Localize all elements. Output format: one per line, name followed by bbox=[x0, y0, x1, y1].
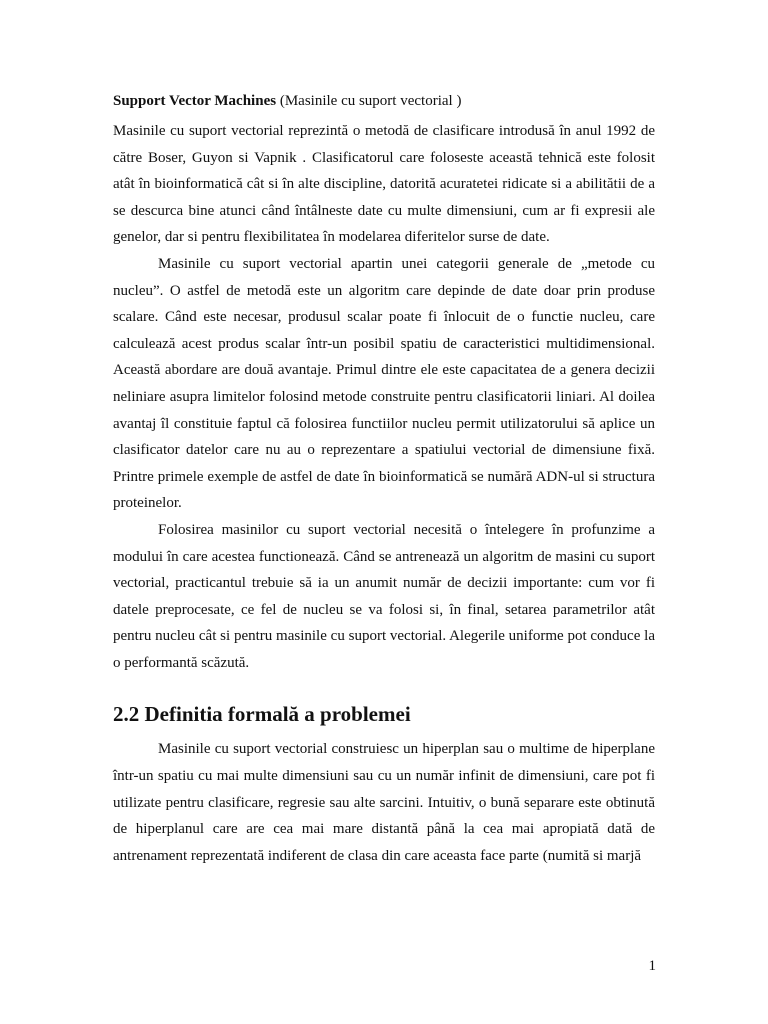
section-heading: 2.2 Definitia formală a problemei bbox=[113, 702, 411, 727]
paragraph-kernel-methods: Masinile cu suport vectorial apartin unei categorii generale de „metode cu nucleu”. O astfel de metodă este un algoritm care depinde de date doar prin produse scalare. Când este necesar, produsul scalar poate fi înlocuit de o functie nucleu, care calculează acest produs scalar într-un posibil spatiu de caracteristici multidimensional. Această abordare are două avantaje. Primul dintre ele este capacitatea de a genera decizii neliniare asupra limitelor folosind metode construite pentru clasificatorii liniari. Al doilea avantaj îl constituie faptul că folosirea functiilor nucleu permit utilizatorului să aplice un clasificator datelor care nu au o reprezentare a spatiului vectorial de dimensiune fixă. Printre primele exemple de astfel de date în bioinformatică se numără ADN-ul si structura proteinelor. bbox=[113, 255, 655, 512]
paragraph-intro: Masinile cu suport vectorial reprezintă o metodă de clasificare introdusă în anul 1992 de către Boser, Guyon si Vapnik . Clasificatorul care foloseste această tehnică este folosit atât în bioinformatică cât si în alte discipline, datorită acuratetei ridicate si a abilitătii de a se descurca bine atunci când întâlneste date cu multe dimensiuni, cum ar fi expresii ale genelor, dar si pentru flexibilitatea în modelarea diferitelor surse de date. bbox=[113, 123, 655, 246]
paragraph-formal-definition: Masinile cu suport vectorial construiesc un hiperplan sau o multime de hiperplane într-un spatiu cu mai multe dimensiuni sau cu un număr infinit de dimensiuni, care pot fi utilizate pentru clasificare, regresie sau alte sarcini. Intuitiv, o bună separare este obtinută de hiperplanul care are cea mai mare distantă până la cea mai apropiată dată de antrenament reprezentată indiferent de clasa din care aceasta face parte (numită si marjă bbox=[113, 741, 655, 864]
page-number: 1 bbox=[648, 958, 656, 974]
title-bold: Support Vector Machines bbox=[113, 93, 277, 109]
paragraph-usage: Folosirea masinilor cu suport vectorial necesită o întelegere în profunzime a modului în care acestea functionează. Când se antrenează un algoritm de masini cu suport vectorial, practicantul trebuie să ia un anumit număr de decizii importante: cum vor fi datele preprocesate, ce fel de nucleu se va folosi si, în final, setarea parametrilor atât pentru nucleu cât si pentru masinile cu suport vectorial. Alegerile uniforme pot conduce la o performantă scăzută. bbox=[113, 521, 655, 671]
document-title bbox=[113, 90, 655, 112]
page-content bbox=[113, 90, 655, 869]
title-subtitle: (Masinile cu suport vectorial ) bbox=[276, 93, 462, 109]
